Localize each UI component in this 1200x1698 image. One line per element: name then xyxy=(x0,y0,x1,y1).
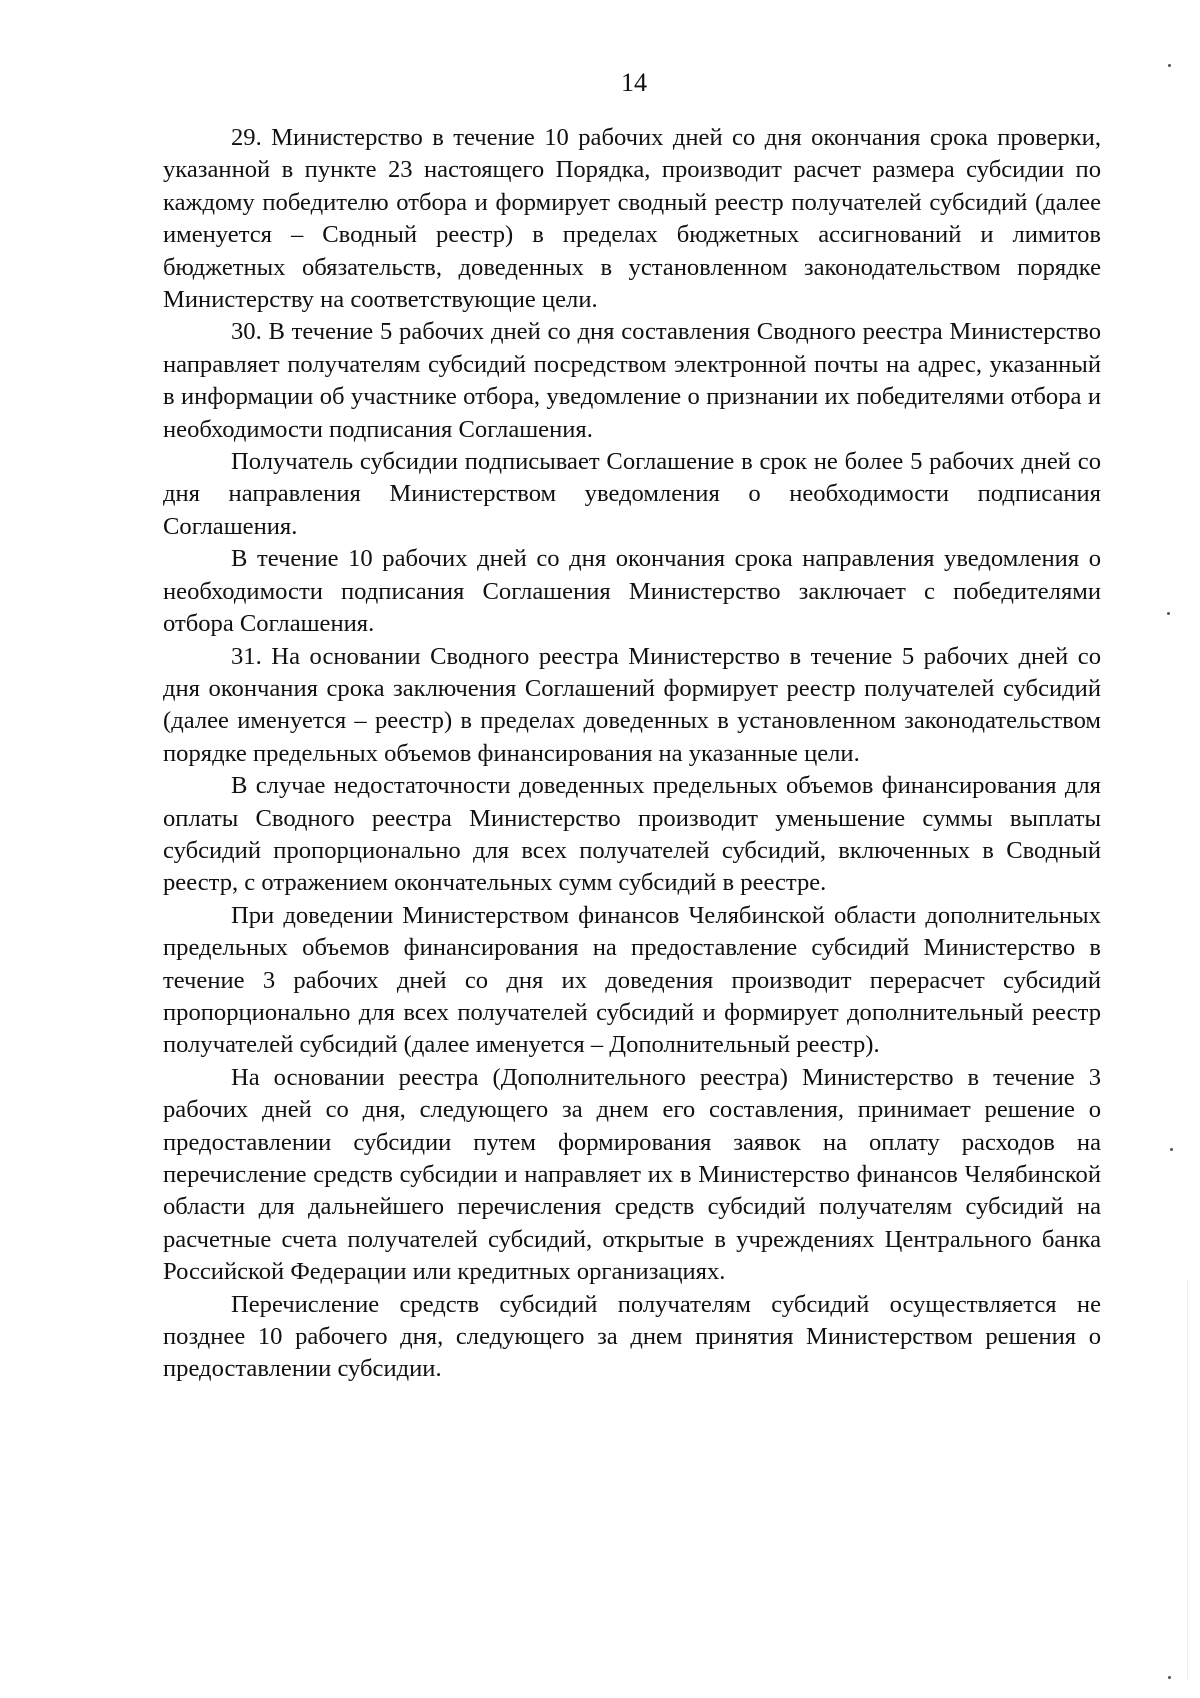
document-body xyxy=(163,122,1101,1386)
paragraph-31-transfer: Перечисление средств субсидий получателям субсидий осуществляется не позднее 10 рабочего дня, следующего за днем принятия Министерством решения о предоставлении субсидии. xyxy=(163,1290,1101,1383)
paragraph-30-agreement: В течение 10 рабочих дней со дня окончания срока направления уведомления о необходимости подписания Соглашения Министерство заключает с победителями отбора Соглашения. xyxy=(163,545,1101,638)
scan-speck xyxy=(1170,1148,1173,1151)
page-number: 14 xyxy=(621,68,647,97)
paragraph-31: 31. На основании Сводного реестра Министерство в течение 5 рабочих дней со дня окончания срока заключения Соглашений формирует реестр получателей субсидий (далее именуется – реестр) в пределах доведенных в установленном законодательством порядке предельных объемов финансирования на указанные цели. xyxy=(163,642,1101,767)
paragraph-31-shortfall: В случае недостаточности доведенных предельных объемов финансирования для оплаты Сводного реестра Министерство производит уменьшение суммы выплаты субсидий пропорционально для всех получателей субсидий, включенных в Сводный реестр, с отражением окончательных сумм субсидий в реестре. xyxy=(163,772,1101,897)
paragraph-31-decision: На основании реестра (Дополнительного реестра) Министерство в течение 3 рабочих дней со дня, следующего за днем его составления, принимает решение о предоставлении субсидии путем формирования заявок на оплату расходов на перечисление средств субсидии и направляет их в Министерство финансов Челябинской области для дальнейшего перечисления средств субсидий получателям субсидий на расчетные счета получателей субсидий, открытые в учреждениях Центрального банка Российской Федерации или кредитных организациях. xyxy=(163,1063,1101,1286)
scan-speck xyxy=(1168,64,1171,67)
paragraph-30-signing: Получатель субсидии подписывает Соглашение в срок не более 5 рабочих дней со дня направления Министерством уведомления о необходимости подписания Соглашения. xyxy=(163,448,1101,540)
paragraph-29: 29. Министерство в течение 10 рабочих дней со дня окончания срока проверки, указанной в пункте 23 настоящего Порядка, производит расчет размера субсидии по каждому победителю отбора и формирует сводный реестр получателей субсидий (далее именуется – Сводный реестр) в пределах бюджетных ассигнований и лимитов бюджетных обязательств, доведенных в установленном законодательством порядке Министерству на соответствующие цели. xyxy=(163,124,1101,314)
scan-speck xyxy=(1167,612,1170,615)
scan-speck xyxy=(1168,1676,1171,1679)
scan-edge-line xyxy=(1187,1280,1188,1680)
paragraph-30: 30. В течение 5 рабочих дней со дня составления Сводного реестра Министерство направляет получателям субсидий посредством электронной почты на адрес, указанный в информации об участнике отбора, уведомление о признании их победителями отбора и необходимости подписания Соглашения. xyxy=(163,318,1101,443)
paragraph-31-additional: При доведении Министерством финансов Челябинской области дополнительных предельных объемов финансирования на предоставление субсидий Министерство в течение 3 рабочих дней со дня их доведения производит перерасчет субсидий пропорционально для всех получателей субсидий и формирует дополнительный реестр получателей субсидий (далее именуется – Дополнительный реестр). xyxy=(163,901,1101,1059)
